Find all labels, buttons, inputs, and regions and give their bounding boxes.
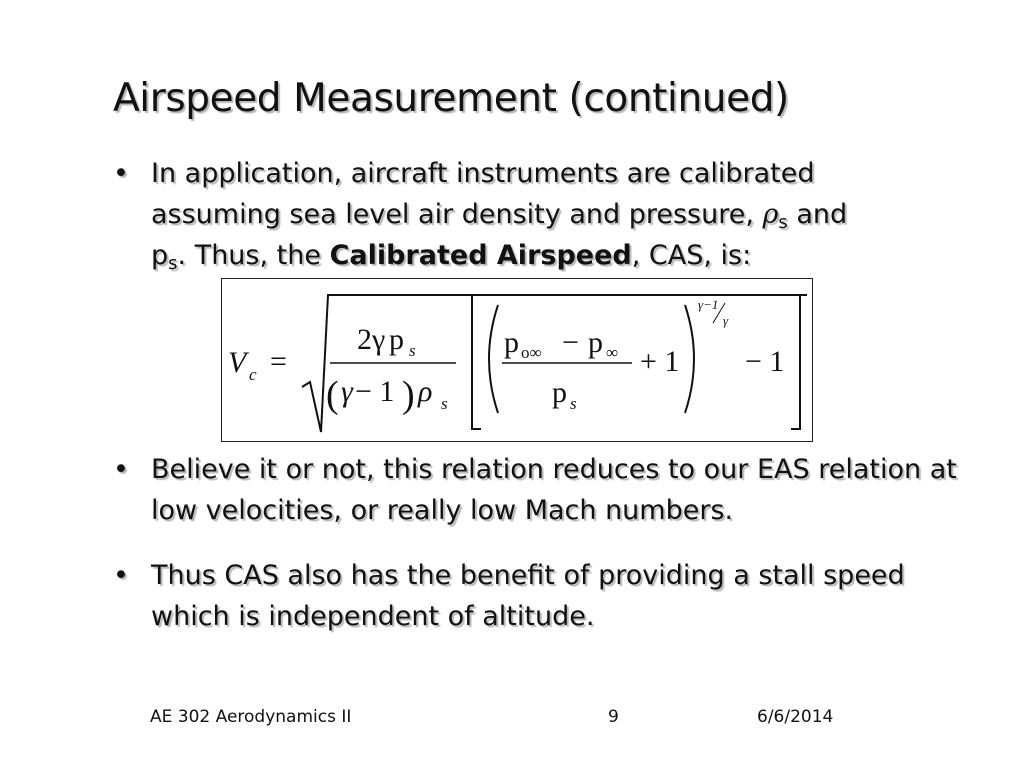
left-paren <box>489 305 498 413</box>
cas-formula <box>221 278 813 442</box>
formula-lparen: ( <box>326 374 339 416</box>
formula-sub-o-inf: o∞ <box>521 343 542 362</box>
bullet-dot: • <box>113 560 129 591</box>
left-bracket <box>472 295 481 429</box>
rho-symbol: ρ <box>762 199 779 230</box>
bullet-text: Thus CAS also has the benefit of providing a stall speed which is independent of altitude. <box>151 560 905 632</box>
formula-sub-inf: ∞ <box>606 343 619 362</box>
formula-sub-s-3: s <box>570 394 577 413</box>
bullet-stall-speed <box>113 555 953 637</box>
exponent-denominator: γ <box>723 313 729 328</box>
formula-p-s-den: p <box>552 376 567 409</box>
formula-gamma: γ <box>341 375 353 408</box>
cas-text: , CAS, is: <box>631 240 752 271</box>
right-paren <box>685 305 694 413</box>
p-symbol: p <box>151 240 169 271</box>
formula-sub-s-2: s <box>441 394 448 413</box>
formula-minus: − <box>562 326 579 359</box>
formula-sub-c: c <box>249 365 257 384</box>
footer-page-number: 9 <box>608 707 619 727</box>
formula-outer-minus1: − 1 <box>745 345 785 378</box>
formula-sub-s-1: s <box>409 341 416 360</box>
formula-v: V <box>228 346 247 379</box>
formula-rparen: ) <box>402 374 415 416</box>
formula-p-inf: p <box>588 326 603 359</box>
bullet-calibrated-airspeed <box>113 153 953 276</box>
bullet-dot: • <box>113 158 129 189</box>
formula-equals: = <box>270 345 287 378</box>
bullet-eas-relation <box>113 449 993 531</box>
and-word: and <box>796 199 848 230</box>
exponent-numerator: γ−1 <box>698 297 719 312</box>
formula-rho: ρ <box>418 375 433 408</box>
footer-date: 6/6/2014 <box>757 707 834 727</box>
subscript-s: s <box>778 212 788 233</box>
calibrated-airspeed-term: Calibrated Airspeed <box>329 240 632 271</box>
footer-course: AE 302 Aerodynamics II <box>150 707 352 727</box>
bullet-line-2: assuming sea level air density and pressure, <box>151 199 754 230</box>
subscript-s-2: s <box>168 253 178 274</box>
right-bracket <box>791 295 800 429</box>
formula-p-num: p <box>389 323 404 356</box>
bullet-text <box>151 153 953 276</box>
thus-text: . Thus, the <box>177 240 321 271</box>
slide-title: Airspeed Measurement (continued) <box>113 76 789 121</box>
bullet-line-1: In application, aircraft instruments are calibrated <box>151 158 815 189</box>
bullet-text: Believe it or not, this relation reduces to our EAS relation at low velocities, or really low Mach numbers. <box>151 454 957 526</box>
formula-p-o-inf: p <box>504 326 519 359</box>
formula-2gamma: 2γ <box>357 323 386 356</box>
bullet-dot: • <box>113 454 129 485</box>
formula-minus1: − 1 <box>355 375 395 408</box>
formula-plus1: + 1 <box>640 345 680 378</box>
